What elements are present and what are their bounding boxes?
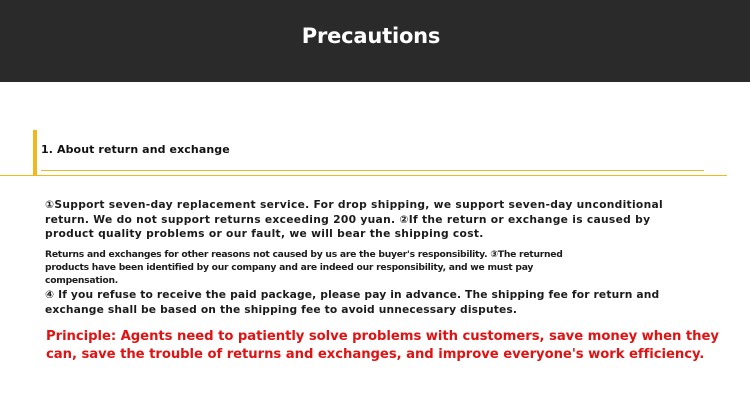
principle-statement: Principle: Agents need to patiently solve problems with customers, save money when they can, save the trouble of returns and exchanges, and improve everyone's work efficiency.	[46, 329, 719, 362]
section-underline	[0, 175, 727, 176]
section-accent-bar	[33, 130, 37, 175]
policy-paragraph-3: ④ If you refuse to receive the paid package, please pay in advance. The shipping fee for return and exchange shall be based on the shipping fee to avoid unnecessary disputes.	[45, 288, 660, 316]
policy-paragraph-2: Returns and exchanges for other reasons not caused by us are the buyer's responsibility. ③The returned products have been identified by our company and are indeed our responsibility, and we must pay compensation.	[45, 249, 563, 286]
header-banner	[0, 0, 750, 82]
section-heading: 1. About return and exchange	[41, 143, 230, 156]
page-title: Precautions	[301, 24, 441, 48]
section-divider	[41, 170, 704, 171]
policy-paragraph-1: ①Support seven-day replacement service. For drop shipping, we support seven-day unconditional return. We do not support returns exceeding 200 yuan. ②If the return or exchange is caused by product quality problems or our fault, we will bear the shipping cost.	[45, 198, 663, 240]
